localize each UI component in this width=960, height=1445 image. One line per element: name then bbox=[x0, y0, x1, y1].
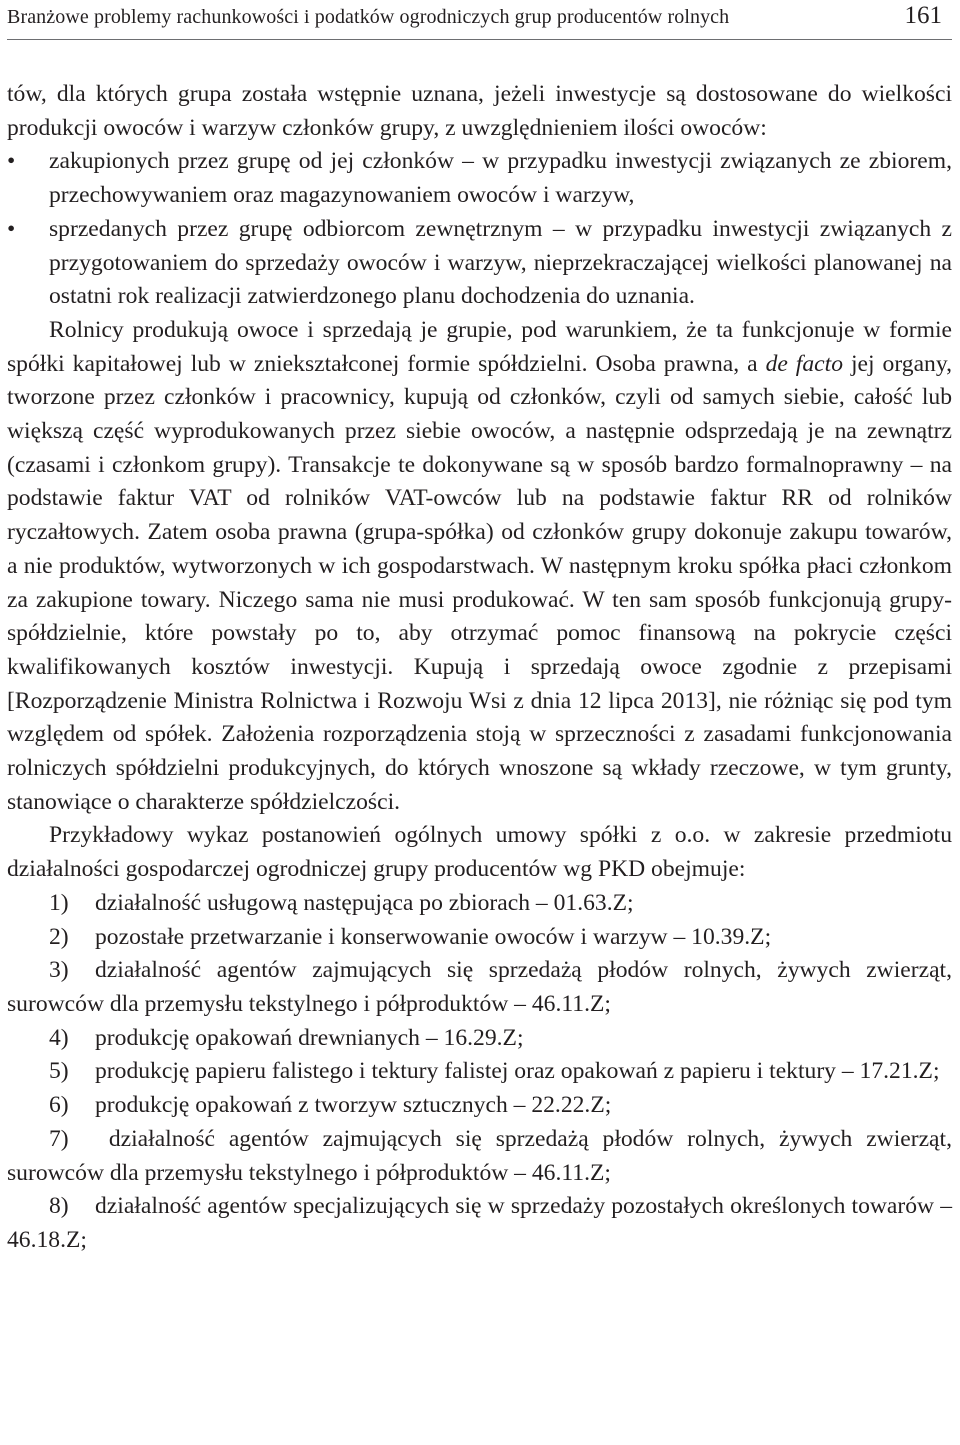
list-item-text: produkcję papieru falistego i tektury falistej oraz opakowań z papieru i tektury – 17.21.Z; bbox=[95, 1058, 940, 1085]
list-item-text: działalność agentów specjalizujących się w sprzedaży pozostałych określonych towarów – 46.18.Z; bbox=[7, 1193, 952, 1253]
list-item-number: 7) bbox=[49, 1125, 69, 1152]
list-item-text: działalność usługową następująca po zbiorach – 01.63.Z; bbox=[95, 889, 634, 916]
list-item bbox=[7, 1055, 952, 1089]
pkd-list bbox=[7, 887, 952, 1258]
page-number: 161 bbox=[904, 2, 942, 29]
bullet-list bbox=[7, 145, 952, 314]
list-item bbox=[7, 887, 952, 921]
paragraph-pkd-intro: Przykładowy wykaz postanowień ogólnych umowy spółki z o.o. w zakresie przedmiotu działalności gospodarczej ogrodniczej grupy producentów wg PKD obejmuje: bbox=[7, 822, 952, 883]
bullet-icon: • bbox=[7, 215, 16, 242]
paragraph-intro: tów, dla których grupa została wstępnie uznana, jeżeli inwestycje są dostosowane do wielkości produkcji owoców i warzyw członków grupy, z uwzględnieniem ilości owoców: bbox=[7, 81, 952, 141]
list-item-number: 3) bbox=[49, 957, 69, 984]
bullet-icon: • bbox=[7, 148, 16, 175]
paragraph-main-text-1: Rolnicy produkują owoce i sprzedają je grupie, pod warunkiem, że ta funkcjonuje w formie spółki kapitałowej lub w zniekształconej formie spółdzielni. Osoba prawna, a bbox=[7, 316, 952, 377]
list-item-text: działalność agentów zajmujących się sprzedażą płodów rolnych, żywych zwierząt, surowców dla przemysłu tekstylnego i półproduktów – 46.11.Z; bbox=[7, 1125, 952, 1186]
list-item bbox=[7, 1089, 952, 1123]
list-item-number: 1) bbox=[49, 889, 69, 916]
list-item-text: pozostałe przetwarzanie i konserwowanie owoców i warzyw – 10.39.Z; bbox=[95, 923, 772, 950]
paragraph-main-italic: de facto bbox=[765, 350, 843, 377]
list-item bbox=[7, 954, 952, 1021]
list-item bbox=[7, 1123, 952, 1190]
list-item-number: 5) bbox=[49, 1058, 69, 1085]
list-item-number: 6) bbox=[49, 1092, 69, 1119]
bullet-text: zakupionych przez grupę od jej członków – w przypadku inwestycji związanych ze zbiorem, przechowywaniem oraz magazynowaniem owoców i warzyw, bbox=[49, 148, 952, 209]
bullet-text: sprzedanych przez grupę odbiorcom zewnętrznym – w przypadku inwestycji związanych z przygotowaniem do sprzedaży owoców i warzyw, nieprzekraczającej wielkości planowanej na ostatni rok realizacji zatwierdzonego planu dochodzenia do uznania. bbox=[49, 215, 952, 310]
list-item-number: 8) bbox=[49, 1193, 69, 1220]
running-header bbox=[7, 0, 952, 40]
list-item-text: produkcję opakowań drewnianych – 16.29.Z; bbox=[95, 1024, 524, 1051]
list-item-text: produkcję opakowań z tworzyw sztucznych – 22.22.Z; bbox=[95, 1092, 612, 1119]
running-title: Branżowe problemy rachunkowości i podatków ogrodniczych grup producentów rolnych bbox=[7, 6, 730, 28]
list-item bbox=[7, 921, 952, 955]
paragraph-main bbox=[7, 314, 952, 820]
bullet-item bbox=[7, 213, 952, 314]
list-item bbox=[7, 1190, 952, 1257]
bullet-item bbox=[7, 145, 952, 212]
paragraph-main-text-2: jej organy, tworzone przez członków i pracownicy, kupują od członków, czyli od samych siebie, całość lub większą część wyprodukowanych przez siebie owoców, a następnie odsprzedają je na zewnątrz (czasami i członkom grupy). Transakcje te dokonywane są w sposób bardzo formalnoprawny – na podstawie faktur VAT od rolników VAT-owców lub na podstawie faktur RR od rolników ryczałtowych. Zatem osoba prawna (grupa-spółka) od członków grupy dokonuje zakupu towarów, a nie produktów, wytworzonych w ich gospodarstwach. W następnym kroku spółka płaci członkom za zakupione towary. Niczego sama nie musi produkować. W ten sam sposób funkcjonują grupy-spółdzielnie, które powstały po to, aby otrzymać pomoc finansową na pokrycie części kwalifikowanych kosztów inwestycji. Kupują i sprzedają owoce zgodnie z przepisami [Rozporządzenie Ministra Rolnictwa i Rozwoju Wsi z dnia 12 lipca 2013], nie różniąc się pod tym względem od spółek. Założenia rozporządzenia stoją w sprzeczności z zasadami funkcjonowania rolniczych spółdzielni produkcyjnych, do których wnoszone są wkłady rzeczowe, w tym grunty, stanowiące o charakterze spółdzielczości. bbox=[7, 350, 952, 815]
list-item-number: 2) bbox=[49, 923, 69, 950]
list-item bbox=[7, 1022, 952, 1056]
list-item-number: 4) bbox=[49, 1024, 69, 1051]
body-text bbox=[7, 78, 952, 1258]
list-item-text: działalność agentów zajmujących się sprzedażą płodów rolnych, żywych zwierząt, surowców dla przemysłu tekstylnego i półproduktów – 46.11.Z; bbox=[7, 957, 952, 1017]
